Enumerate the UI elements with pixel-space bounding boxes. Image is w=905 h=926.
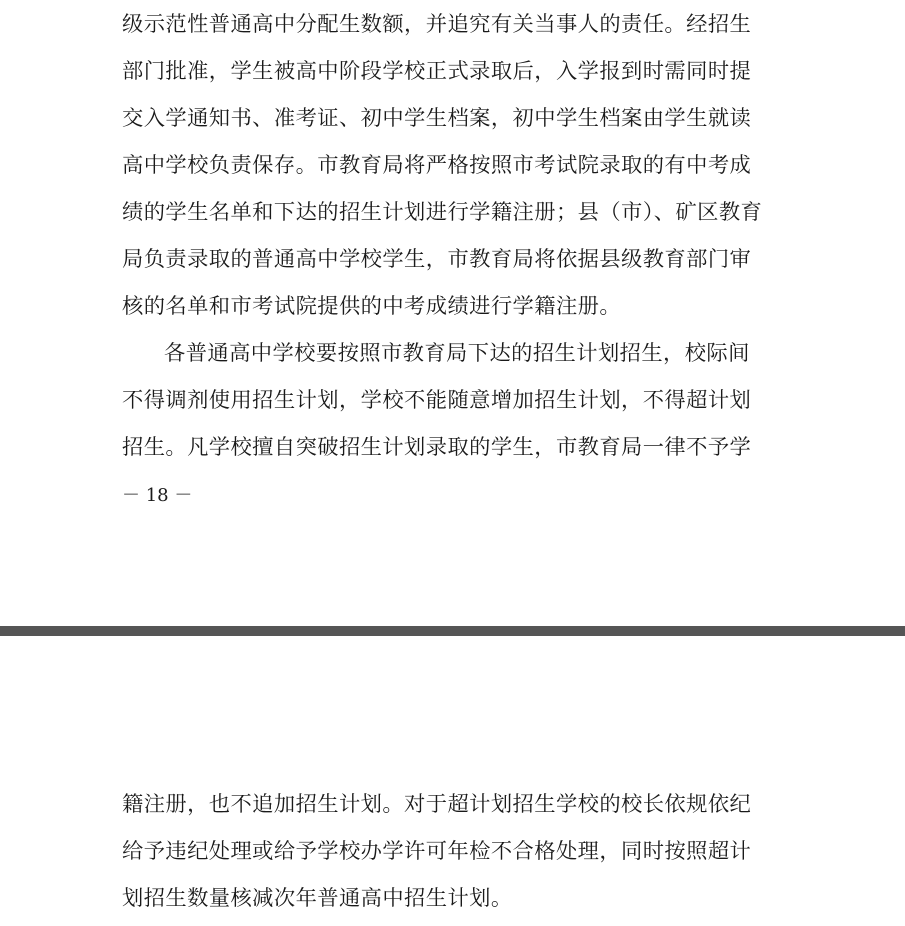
text-line: 核的名单和市考试院提供的中考成绩进行学籍注册。 [122, 294, 622, 319]
text-line: 给予违纪处理或给予学校办学许可年检不合格处理，同时按照超计 [122, 839, 752, 864]
text-line: 绩的学生名单和下达的招生计划进行学籍注册；县（市）、矿区教育 [122, 200, 763, 225]
text-line: 部门批准，学生被高中阶段学校正式录取后，入学报到时需同时提 [122, 59, 752, 84]
text-line: 交入学通知书、准考证、初中学生档案，初中学生档案由学生就读 [122, 106, 752, 131]
document-page-bottom [0, 636, 905, 926]
page-separator [0, 626, 905, 636]
text-line: 级示范性普通高中分配生数额，并追究有关当事人的责任。经招生 [122, 12, 752, 37]
text-line: 籍注册，也不追加招生计划。对于超计划招生学校的校长依规依纪 [122, 792, 752, 817]
paragraph-first-line: 各普通高中学校要按照市教育局下达的招生计划招生，校际间 [164, 341, 750, 366]
text-line: 划招生数量核减次年普通高中招生计划。 [122, 886, 513, 911]
page-number: － 18 － [122, 485, 193, 506]
text-line: 局负责录取的普通高中学校学生，市教育局将依据县级教育部门审 [122, 247, 752, 272]
text-line: 不得调剂使用招生计划，学校不能随意增加招生计划，不得超计划 [122, 388, 752, 413]
text-line: 高中学校负责保存。市教育局将严格按照市考试院录取的有中考成 [122, 153, 752, 178]
text-line: 招生。凡学校擅自突破招生计划录取的学生，市教育局一律不予学 [122, 435, 752, 460]
